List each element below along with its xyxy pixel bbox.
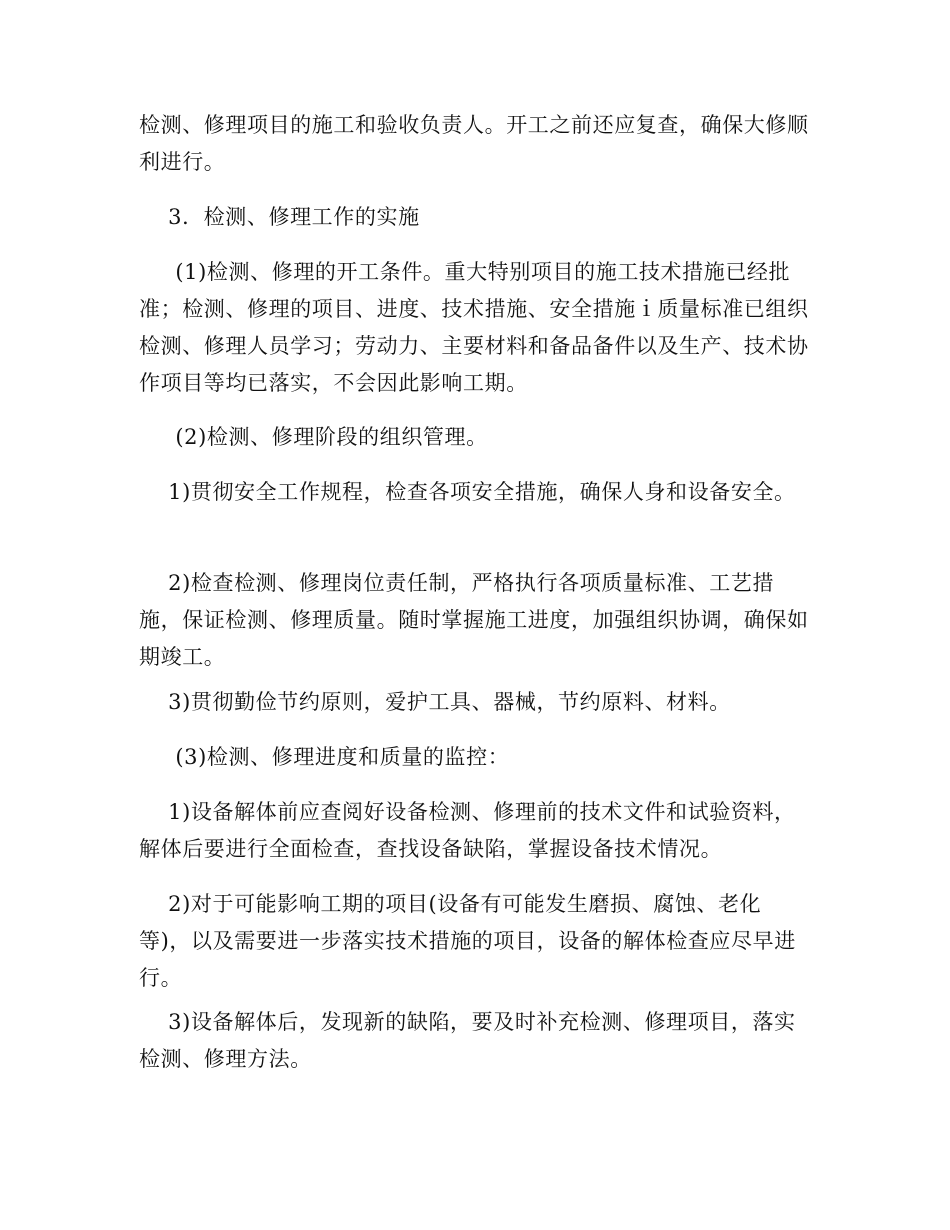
paragraph-safety-rules: 1)贯彻安全工作规程，检查各项安全措施，确保人身和设备安全。	[139, 480, 796, 504]
paragraph-disassembly-prep: 1)设备解体前应查阅好设备检测、修理前的技术文件和试验资料，解体后要进行全面检查，查找设备缺陷，掌握设备技术情况。	[139, 800, 796, 861]
paragraph-progress-quality: (3)检测、修理进度和质量的监控：	[139, 745, 510, 769]
paragraph-new-defects: 3)设备解体后，发现新的缺陷，要及时补充检测、修理项目，落实检测、修理方法。	[139, 1010, 796, 1071]
paragraph-thrift: 3)贯彻勤俭节约原则，爱护工具、器械，节约原料、材料。	[139, 690, 731, 714]
paragraph-intro-continuation: 检测、修理项目的施工和验收负责人。开工之前还应复查，确保大修顺利进行。	[139, 113, 809, 174]
paragraph-responsibility: 2)检查检测、修理岗位责任制，严格执行各项质量标准、工艺措施，保证检测、修理质量。随时掌握施工进度，加强组织协调，确保如期竣工。	[139, 571, 809, 669]
paragraph-stage-management: (2)检测、修理阶段的组织管理。	[139, 425, 488, 449]
paragraph-early-inspection: 2)对于可能影响工期的项目(设备有可能发生磨损、腐蚀、老化等)，以及需要进一步落实技术措施的项目，设备的解体检查应尽早进行。	[139, 892, 796, 990]
paragraph-start-conditions: (1)检测、修理的开工条件。重大特别项目的施工技术措施已经批准；检测、修理的项目、进度、技术措施、安全措施ｉ质量标准已组织检测、修理人员学习；劳动力、主要材料和备品备件以及生产、技术协作项目等均已落实，不会因此影响工期。	[139, 260, 809, 395]
section-heading-3: 3．检测、修理工作的实施	[139, 205, 420, 229]
